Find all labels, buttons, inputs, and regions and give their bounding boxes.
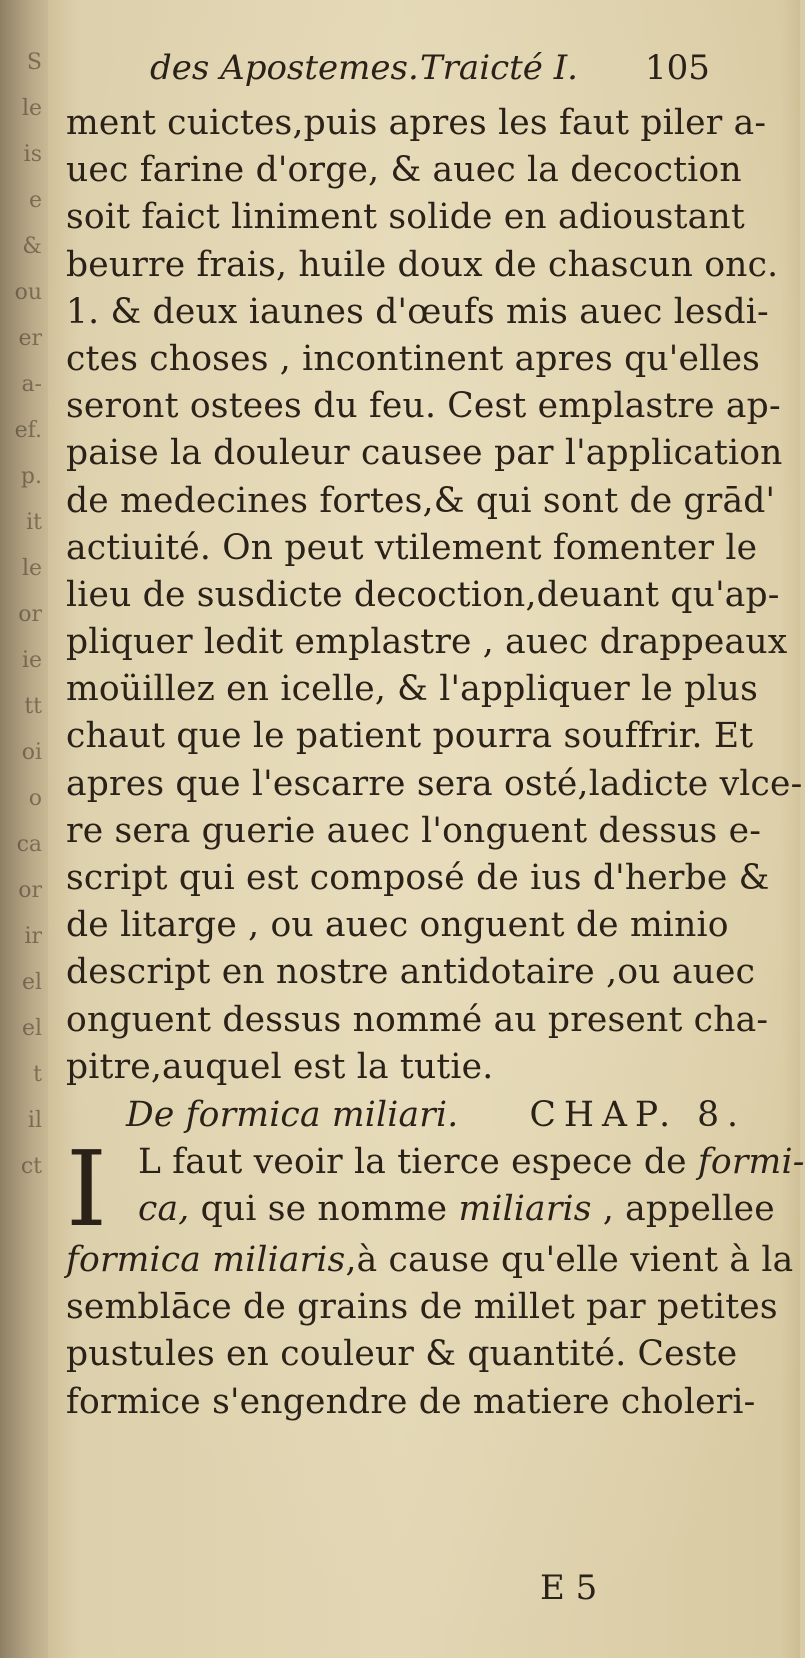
bleed-fragment: tt [24, 694, 42, 719]
text-line: paise la douleur causee par l'application [66, 433, 783, 474]
text-line: moüillez en icelle, & l'appliquer le plus [66, 669, 759, 710]
chapter-paragraph [66, 1127, 805, 1426]
bleed-fragment: S [26, 50, 42, 75]
drop-cap: I [66, 1127, 108, 1250]
header-treatise: Traicté I. [420, 48, 578, 88]
text-line: pustules en couleur & quantité. Ceste [66, 1334, 738, 1375]
bleed-fragment: & [22, 234, 42, 259]
running-header [150, 48, 780, 98]
text-line: uec farine d'orge, & auec la decoction [66, 150, 742, 191]
bleed-fragment: le [21, 556, 42, 581]
text-run: qui se nomme [189, 1189, 459, 1230]
text-line: actiuité. On peut vtilement fomenter le [66, 527, 758, 568]
text-line [66, 1237, 794, 1284]
text-run-italic: ca, [138, 1189, 190, 1230]
bleed-fragment: er [18, 326, 42, 351]
text-line [66, 1186, 786, 1233]
text-run: ,à cause qu'elle vient à la [345, 1239, 794, 1280]
chapter-label: CHAP. 8. [529, 1094, 747, 1135]
body-text [66, 100, 805, 1426]
text-run-italic: miliaris [458, 1189, 592, 1230]
text-line: chaut que le patient pourra souffrir. Et [66, 716, 754, 757]
text-line: lieu de susdicte decoction,deuant qu'ap- [66, 574, 780, 615]
text-line [66, 1139, 805, 1186]
header-title: des Apostemes. [150, 48, 419, 88]
bleed-fragment: il [27, 1108, 42, 1133]
bleed-fragment: ir [24, 924, 42, 949]
bleed-fragment: oi [21, 740, 42, 765]
bleed-fragment: ca [16, 832, 42, 857]
text-line: apres que l'escarre sera osté,ladicte vlce- [66, 763, 803, 804]
bleed-fragment: ou [14, 280, 42, 305]
text-line: beurre frais, huile doux de chascun onc. [66, 244, 779, 285]
bleed-fragment: o [28, 786, 42, 811]
bleed-fragment: ct [20, 1154, 42, 1179]
binding-gutter [0, 0, 48, 1658]
bleed-fragment: or [18, 602, 42, 627]
bleed-fragment: is [23, 142, 42, 167]
text-line: onguent dessus nommé au present cha- [66, 999, 769, 1040]
text-line: semblāce de grains de millet par petites [66, 1287, 778, 1328]
text-line: 1. & deux iaunes d'œufs mis auec lesdi- [66, 291, 769, 332]
text-line: pliquer ledit emplastre , auec drappeaux [66, 622, 788, 663]
bleed-fragment: t [33, 1062, 42, 1087]
text-line: formice s'engendre de matiere choleri- [66, 1381, 756, 1422]
bleed-fragment: p. [20, 464, 42, 489]
text-run-italic: formica miliaris [66, 1239, 346, 1280]
bleed-fragment: le [21, 96, 42, 121]
text-line: script qui est composé de ius d'herbe & [66, 858, 770, 898]
text-line: re sera guerie auec l'onguent dessus e- [66, 810, 762, 851]
signature-mark: E 5 [540, 1568, 598, 1608]
chapter-rest-lines [66, 1284, 786, 1426]
bleed-fragment: el [21, 970, 42, 995]
bleed-fragment: it [26, 510, 42, 535]
text-line: ctes choses , incontinent apres qu'elles [66, 338, 761, 379]
bleed-fragment: e [28, 188, 42, 213]
bleed-fragment: el [21, 1016, 42, 1041]
text-line: de litarge , ou auec onguent de minio [66, 905, 729, 946]
bleed-fragment: ie [21, 648, 42, 673]
chapter-title: De formica miliari. [126, 1094, 459, 1135]
text-line: de medecines fortes,& qui sont de grād' [66, 480, 776, 521]
bleed-fragment: or [18, 878, 42, 903]
text-line: seront ostees du feu. Cest emplastre ap- [66, 386, 781, 427]
paragraph-continued [66, 100, 803, 1091]
bleed-fragment: ef. [14, 418, 42, 443]
text-run: , appellee [591, 1189, 775, 1230]
bleed-fragment: a- [21, 372, 42, 397]
text-line: pitre,auquel est la tutie. [66, 1046, 494, 1087]
text-line: soit faict liniment solide en adioustant [66, 197, 745, 238]
text-run: L faut veoir la tierce espece de [138, 1141, 698, 1182]
facing-page-bleed [2, 40, 46, 1640]
text-line: descript en nostre antidotaire ,ou auec [66, 952, 756, 993]
text-line: ment cuictes,puis apres les faut piler a- [66, 103, 767, 143]
chapter-heading [66, 1091, 786, 1139]
text-run-italic: formi- [697, 1141, 805, 1182]
page-number: 105 [645, 48, 710, 88]
